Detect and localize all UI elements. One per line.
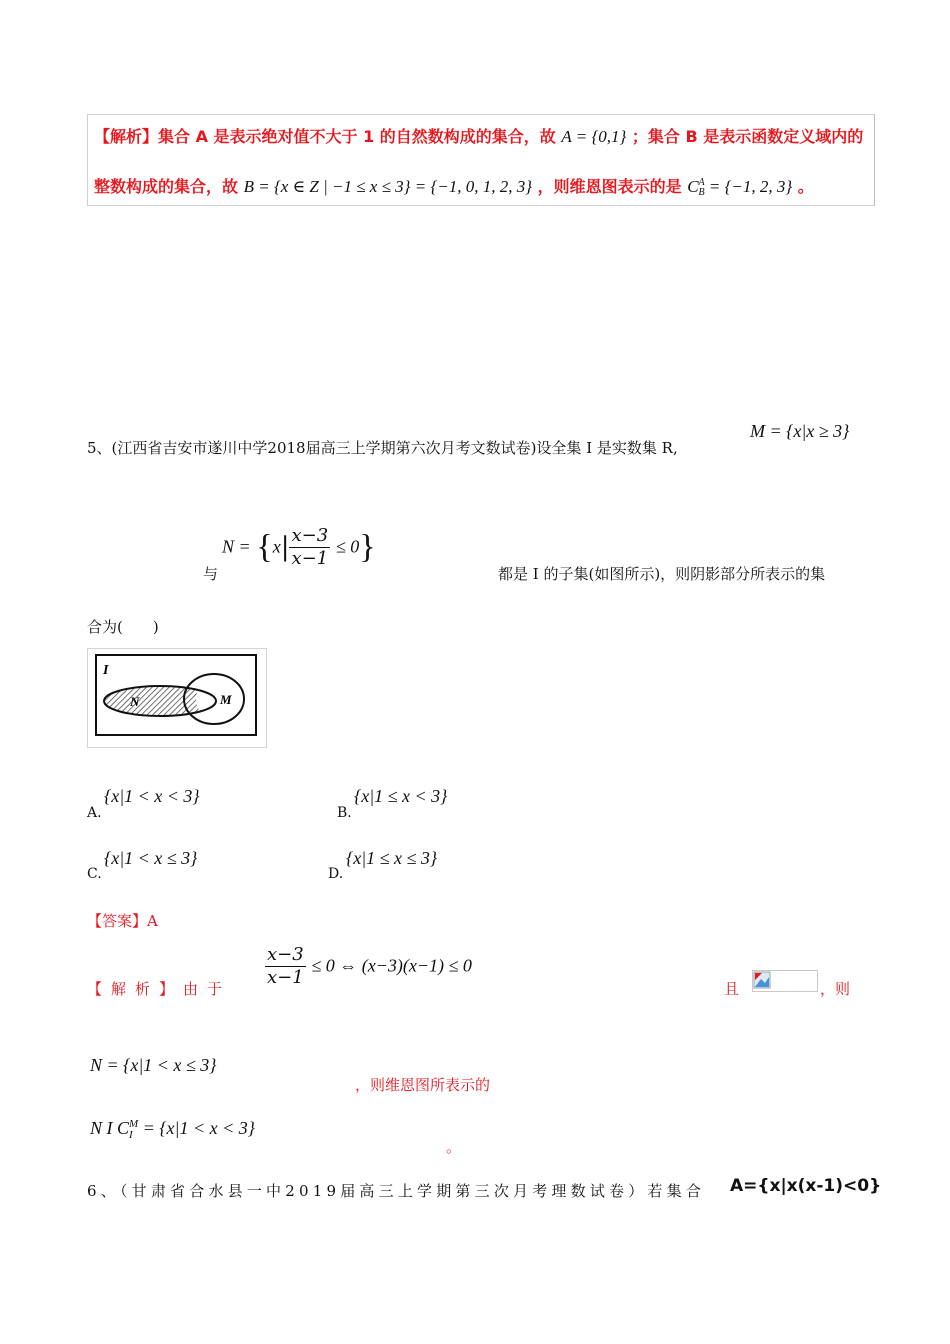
q5-final-prefix: N I C [90, 1118, 130, 1138]
option-b-label: B. [337, 805, 352, 821]
q5-with: 与 [203, 565, 219, 583]
q5-analysis-numerator: x−3 [267, 944, 304, 965]
analysis4-line2 [94, 174, 814, 198]
q5-analysis-denominator: x−1 [267, 967, 304, 988]
q5-analysis-rest: ≤ 0 ⇔ (x−3)(x−1) ≤ 0 [311, 955, 472, 976]
q5-then: ，则 [820, 980, 851, 998]
q5-period: 。 [446, 1138, 462, 1156]
q5-n-x: x [272, 536, 281, 557]
q5-n-fraction [289, 525, 330, 570]
venn-diagram [87, 648, 267, 748]
venn-svg [88, 649, 266, 747]
analysis4-formula-complement [687, 177, 793, 199]
q5-n-denominator: x−1 [291, 548, 329, 569]
venn-label-n: N [130, 694, 140, 709]
q5-n-brace-open: { [256, 528, 273, 566]
analysis4-line1 [94, 124, 863, 147]
complement-value: = {−1, 2, 3} [708, 177, 793, 196]
q5-analysis-formula [265, 944, 472, 989]
option-d-label: D. [328, 866, 344, 882]
q6-intro: 6、（甘肃省合水县一中2019届高三上学期第三次月考理数试卷）若集合 [87, 1182, 706, 1200]
q5-intro: 5、(江西省吉安市遂川中学2018届高三上学期第六次月考文数试卷)设全集 I 是实数集 R, [87, 439, 678, 457]
option-c-formula: {x|1 < x ≤ 3} [104, 848, 198, 868]
complement-scripts [699, 178, 705, 198]
q5-n-rhs: ≤ 0 [335, 536, 360, 557]
q5-analysis-fraction [265, 944, 306, 989]
q5-final-rest: = {x|1 < x < 3} [142, 1118, 255, 1138]
q5-n-result: N = {x|1 < x ≤ 3} [90, 1055, 217, 1075]
option-c-label: C. [87, 866, 102, 882]
q5-middle: 都是 I 的子集(如图所示)，则阴影部分所表示的集 [498, 565, 826, 583]
q5-n-lhs: N = [222, 536, 251, 557]
q5-venn-text: ，则维恩图所表示的 [355, 1076, 491, 1094]
analysis4-line2-prefix: 整数构成的集合，故 [94, 177, 239, 196]
q5-final-sub: I [129, 1128, 133, 1141]
analysis4-line2-mid: ，则维恩图表示的是 [537, 177, 682, 196]
complement-sub: B [698, 187, 705, 199]
q6-formula: A={x|x(x-1)<0} [730, 1176, 882, 1196]
complement-sup: A [698, 177, 705, 189]
q5-final-sup: M [129, 1117, 139, 1130]
q5-and: 且 [724, 980, 740, 998]
q5-final-scripts [129, 1119, 138, 1141]
broken-image-icon [753, 971, 773, 991]
option-b-formula: {x|1 ≤ x < 3} [354, 786, 448, 806]
q5-analysis-label: 【解析】由于 [87, 980, 232, 998]
broken-image-placeholder [752, 970, 818, 992]
analysis4-line1-prefix: 【解析】集合 A 是表示绝对值不大于 1 的自然数构成的集合，故 [94, 127, 556, 146]
q5-m-set: M = {x|x ≥ 3} [750, 421, 850, 441]
venn-label-i: I [103, 663, 109, 678]
q5-n-numerator: x−3 [291, 525, 329, 546]
option-d-formula: {x|1 ≤ x ≤ 3} [346, 848, 438, 868]
option-a-label: A. [87, 805, 102, 821]
q5-end: 合为( ) [87, 618, 159, 636]
analysis4-formula-b: B = {x ∈ Z | −1 ≤ x ≤ 3} = {−1, 0, 1, 2, 3} [243, 177, 533, 196]
q5-n-set [222, 525, 376, 570]
q5-answer: 【答案】A [87, 912, 158, 930]
q5-n-brace-close: } [359, 528, 376, 566]
complement-c: C [687, 177, 699, 196]
analysis4-line1-suffix: ；集合 B 是表示函数定义域内的 [631, 127, 864, 146]
q5-n-bar: | [280, 532, 290, 563]
analysis4-formula-a: A = {0,1} [561, 127, 627, 146]
analysis4-line2-end: 。 [797, 177, 814, 196]
q5-final-formula [90, 1118, 255, 1141]
venn-label-m: M [220, 692, 232, 707]
option-a-formula: {x|1 < x < 3} [104, 786, 200, 806]
